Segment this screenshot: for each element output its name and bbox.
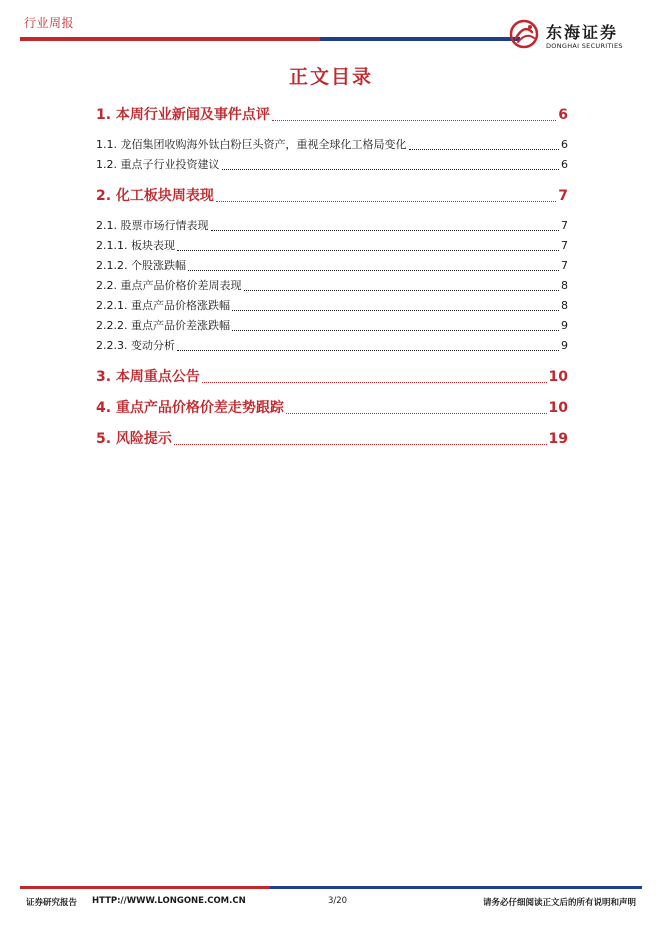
toc-entry-page: 9 bbox=[561, 339, 568, 352]
toc-entry-page: 10 bbox=[548, 369, 568, 385]
toc-leader-dots bbox=[177, 350, 559, 351]
toc-entry-text: 4. 重点产品价格价差走势跟踪 bbox=[96, 400, 284, 416]
toc-entry-text: 1.1. 龙佰集团收购海外钛白粉巨头资产，重视全球化工格局变化 bbox=[96, 138, 407, 151]
toc-entry[interactable] bbox=[96, 185, 568, 205]
toc-leader-dots bbox=[211, 230, 560, 231]
toc-entry-text: 2.2.3. 变动分析 bbox=[96, 339, 175, 352]
toc-entry-text: 1. 本周行业新闻及事件点评 bbox=[96, 107, 270, 123]
toc-entry-text: 2.1.2. 个股涨跌幅 bbox=[96, 259, 186, 272]
toc-entry-text: 2.2.1. 重点产品价格涨跌幅 bbox=[96, 299, 230, 312]
footer-divider-blue bbox=[270, 886, 642, 889]
toc-entry-page: 7 bbox=[561, 219, 568, 232]
toc-entry[interactable] bbox=[96, 366, 568, 386]
toc-entry-page: 19 bbox=[548, 431, 568, 447]
logo-emblem-icon bbox=[508, 18, 540, 50]
toc-entry-page: 6 bbox=[558, 107, 568, 123]
toc-entry-text: 5. 风险提示 bbox=[96, 431, 172, 447]
toc-leader-dots bbox=[409, 149, 560, 150]
toc-entry-page: 9 bbox=[561, 319, 568, 332]
toc-leader-dots bbox=[177, 250, 559, 251]
toc-entry[interactable] bbox=[96, 257, 568, 273]
toc-entry[interactable] bbox=[96, 317, 568, 333]
toc-entry-text: 2.1.1. 板块表现 bbox=[96, 239, 175, 252]
toc-entry[interactable] bbox=[96, 156, 568, 172]
toc-entry[interactable] bbox=[96, 277, 568, 293]
toc-entry[interactable] bbox=[96, 397, 568, 417]
header-divider-red bbox=[20, 37, 320, 41]
toc-leader-dots bbox=[232, 310, 559, 311]
logo-text-en: DONGHAI SECURITIES bbox=[546, 42, 623, 50]
company-logo bbox=[508, 18, 630, 54]
toc-entry[interactable] bbox=[96, 217, 568, 233]
toc-entry[interactable] bbox=[96, 428, 568, 448]
toc-title: 正文目录 bbox=[288, 66, 373, 88]
toc-leader-dots bbox=[216, 201, 556, 202]
toc-entry-text: 2.2. 重点产品价格价差周表现 bbox=[96, 279, 242, 292]
toc-entry-page: 10 bbox=[548, 400, 568, 416]
toc-entry-text: 2.1. 股票市场行情表现 bbox=[96, 219, 209, 232]
toc-entry[interactable] bbox=[96, 297, 568, 313]
toc-entry-text: 3. 本周重点公告 bbox=[96, 369, 200, 385]
toc-entry-page: 6 bbox=[561, 138, 568, 151]
toc-entry-page: 8 bbox=[561, 299, 568, 312]
logo-text-cn: 东海证券 bbox=[546, 23, 619, 42]
toc-leader-dots bbox=[244, 290, 560, 291]
toc-leader-dots bbox=[232, 330, 559, 331]
toc-leader-dots bbox=[174, 444, 547, 445]
footer-disclaimer: 请务必仔细阅读正文后的所有说明和声明 bbox=[482, 898, 636, 908]
toc-entry[interactable] bbox=[96, 237, 568, 253]
toc-entry-text: 2. 化工板块周表现 bbox=[96, 188, 214, 204]
toc-entry-page: 6 bbox=[561, 158, 568, 171]
footer-website-link[interactable]: HTTP://WWW.LONGONE.COM.CN bbox=[92, 896, 246, 906]
toc-entry-text: 2.2.2. 重点产品价差涨跌幅 bbox=[96, 319, 230, 332]
toc-entry[interactable] bbox=[96, 104, 568, 124]
footer-divider-red bbox=[20, 886, 270, 889]
toc-leader-dots bbox=[286, 413, 547, 414]
toc-entry-page: 7 bbox=[561, 239, 568, 252]
toc-entry-text: 1.2. 重点子行业投资建议 bbox=[96, 158, 220, 171]
toc-entry-page: 7 bbox=[561, 259, 568, 272]
header-divider-blue bbox=[320, 37, 520, 41]
toc-entry[interactable] bbox=[96, 337, 568, 353]
report-type-label: 行业周报 bbox=[24, 16, 75, 30]
toc-leader-dots bbox=[272, 120, 556, 121]
toc-entry-page: 7 bbox=[558, 188, 568, 204]
toc-leader-dots bbox=[188, 270, 559, 271]
footer-report-label: 证券研究报告 bbox=[26, 898, 78, 908]
toc-entry[interactable] bbox=[96, 136, 568, 152]
toc-leader-dots bbox=[222, 169, 560, 170]
toc-entry-page: 8 bbox=[561, 279, 568, 292]
toc-leader-dots bbox=[202, 382, 547, 383]
footer-page-number: 3/20 bbox=[328, 896, 348, 906]
